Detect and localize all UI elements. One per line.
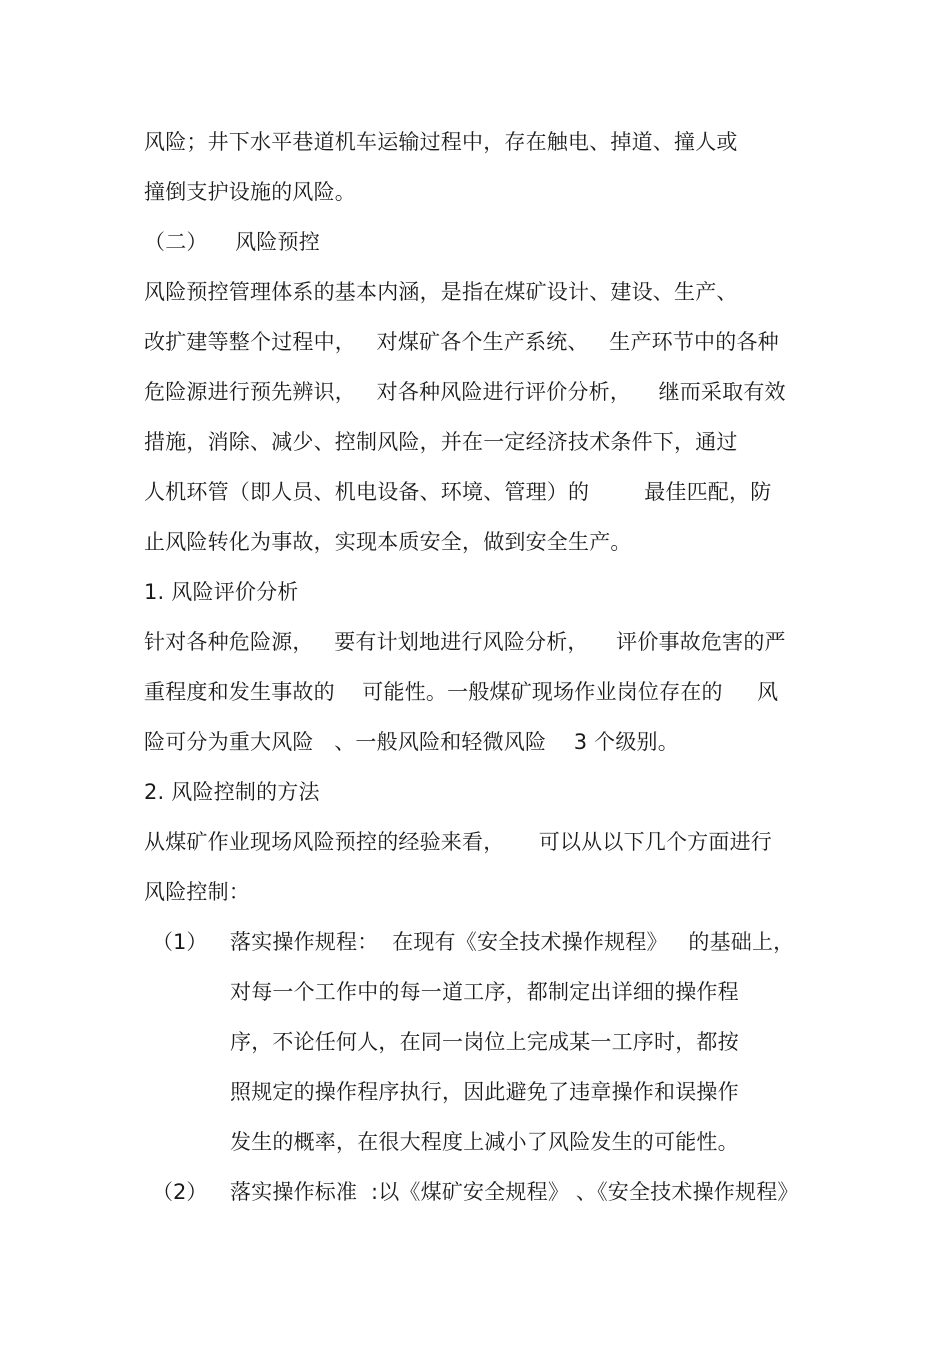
list-item-line: 序，不论任何人，在同一岗位上完成某一工序时，都按	[230, 1030, 739, 1054]
body-line: 从煤矿作业现场风险预控的经验来看， 可以从以下几个方面进行	[144, 830, 772, 854]
body-line: 针对各种危险源， 要有计划地进行风险分析， 评价事故危害的严	[144, 630, 786, 654]
list-item-line: 发生的概率，在很大程度上减小了风险发生的可能性。	[230, 1130, 739, 1154]
body-line: 措施，消除、减少、控制风险，并在一定经济技术条件下，通过	[144, 430, 738, 454]
body-line: 人机环管（即人员、机电设备、环境、管理）的 最佳匹配，防	[144, 480, 772, 504]
body-line: 险可分为重大风险 、一般风险和轻微风险 3 个级别。	[144, 730, 679, 754]
body-line: 止风险转化为事故，实现本质安全，做到安全生产。	[144, 530, 632, 554]
list-item-number: （1）	[152, 930, 208, 954]
list-item-line: 照规定的操作程序执行，因此避免了违章操作和误操作	[230, 1080, 739, 1104]
body-line: 重程度和发生事故的 可能性。一般煤矿现场作业岗位存在的 风	[144, 680, 779, 704]
subsection-heading: 2. 风险控制的方法	[144, 780, 320, 804]
body-line: 风险控制：	[144, 880, 250, 904]
list-item-line: 落实操作规程： 在现有《安全技术操作规程》 的基础上，	[230, 930, 795, 954]
body-line: 风险预控管理体系的基本内涵，是指在煤矿设计、建设、生产、	[144, 280, 738, 304]
body-line: 改扩建等整个过程中， 对煤矿各个生产系统、 生产环节中的各种	[144, 330, 779, 354]
list-item-line: 对每一个工作中的每一道工序，都制定出详细的操作程	[230, 980, 739, 1004]
section-heading: （二） 风险预控	[144, 230, 320, 254]
list-item-number: （2）	[152, 1180, 208, 1204]
body-line: 风险；井下水平巷道机车运输过程中，存在触电、掉道、撞人或	[144, 130, 738, 154]
list-item-line: 落实操作标准 :以《煤矿安全规程》 、《安全技术操作规程》	[230, 1180, 799, 1204]
subsection-heading: 1. 风险评价分析	[144, 580, 299, 604]
body-line: 危险源进行预先辨识， 对各种风险进行评价分析， 继而采取有效	[144, 380, 786, 404]
body-line: 撞倒支护设施的风险。	[144, 180, 356, 204]
